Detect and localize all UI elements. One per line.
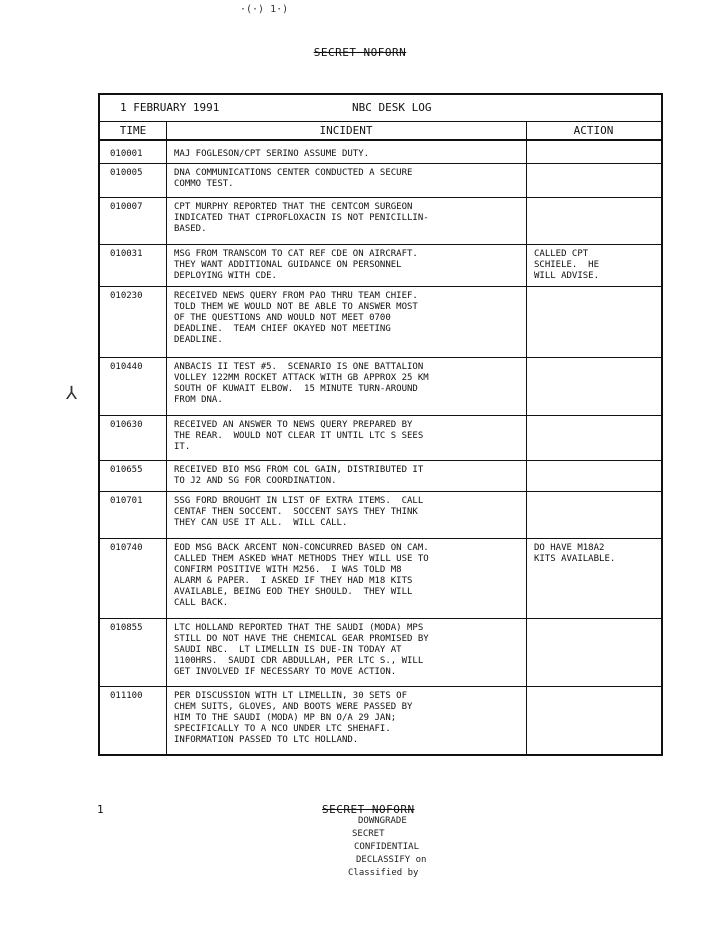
log-time: 010440 (110, 362, 143, 372)
column-header-row (100, 121, 661, 141)
log-row (100, 619, 661, 687)
log-time: 011100 (110, 691, 143, 701)
log-row (100, 687, 661, 755)
declassification-stamp (340, 815, 660, 880)
log-row (100, 245, 661, 287)
log-time: 010740 (110, 543, 143, 553)
log-incident: CPT MURPHY REPORTED THAT THE CENTCOM SURGEON INDICATED THAT CIPROFLOXACIN IS NOT PENICILLIN- BASED. (174, 202, 429, 234)
log-title: NBC DESK LOG (352, 101, 432, 114)
stamp-line: Classified by (348, 868, 419, 878)
classification-text: SECRET NOFORN (313, 46, 407, 59)
column-header-action: ACTION (573, 124, 614, 137)
log-row (100, 287, 661, 358)
page-number: 1 (97, 803, 104, 816)
top-scan-marks: ·(·) 1·) (240, 4, 289, 15)
log-time: 010701 (110, 496, 143, 506)
stamp-line: CONFIDENTIAL (354, 842, 420, 852)
log-action: DO HAVE M18A2 KITS AVAILABLE. (534, 543, 616, 564)
classification-text: SECRET NOFORN (322, 803, 415, 816)
log-time: 010001 (110, 149, 143, 159)
log-time: 010005 (110, 168, 143, 178)
log-time: 010230 (110, 291, 143, 301)
log-time: 010630 (110, 420, 143, 430)
log-row (100, 198, 661, 245)
log-row (100, 145, 661, 164)
margin-mark: ⅄ (66, 383, 77, 404)
log-incident: RECEIVED AN ANSWER TO NEWS QUERY PREPARED BY THE REAR. WOULD NOT CLEAR IT UNTIL LTC S SEES IT. (174, 420, 424, 452)
log-incident: SSG FORD BROUGHT IN LIST OF EXTRA ITEMS. CALL CENTAF THEN SOCCENT. SOCCENT SAYS THEY THINK THEY CAN USE IT ALL. WILL CALL. (174, 496, 424, 528)
log-incident: RECEIVED BIO MSG FROM COL GAIN, DISTRIBUTED IT TO J2 AND SG FOR COORDINATION. (174, 465, 424, 486)
log-date: 1 FEBRUARY 1991 (120, 101, 220, 114)
log-row (100, 461, 661, 492)
stamp-line: DOWNGRADE (358, 816, 407, 826)
column-header-incident: INCIDENT (319, 124, 373, 137)
column-header-time: TIME (119, 124, 147, 137)
log-time: 010031 (110, 249, 143, 259)
log-incident: LTC HOLLAND REPORTED THAT THE SAUDI (MODA) MPS STILL DO NOT HAVE THE CHEMICAL GEAR PROMISED BY SAUDI NBC. LT LIMELLIN IS DUE-IN TODAY AT 1100HRS. SAUDI CDR ABDULLAH, PER LTC S., WILL GET INVOLVED IF NECESSARY TO MOVE ACTION. (174, 623, 429, 677)
log-row (100, 492, 661, 539)
log-incident: MAJ FOGLESON/CPT SERINO ASSUME DUTY. (174, 149, 370, 159)
log-time: 010655 (110, 465, 143, 475)
log-time: 010855 (110, 623, 143, 633)
log-incident: DNA COMMUNICATIONS CENTER CONDUCTED A SECURE COMMO TEST. (174, 168, 413, 189)
log-incident: ANBACIS II TEST #5. SCENARIO IS ONE BATTALION VOLLEY 122MM ROCKET ATTACK WITH GB APPROX 25 KM SOUTH OF KUWAIT ELBOW. 15 MINUTE TURN-AROUND FROM DNA. (174, 362, 429, 405)
log-action: CALLED CPT SCHIELE. HE WILL ADVISE. (534, 249, 600, 281)
log-row (100, 164, 661, 198)
log-time: 010007 (110, 202, 143, 212)
log-incident: MSG FROM TRANSCOM TO CAT REF CDE ON AIRCRAFT. THEY WANT ADDITIONAL GUIDANCE ON PERSONNEL DEPLOYING WITH CDE. (174, 249, 418, 281)
stamp-line: DECLASSIFY on (356, 855, 427, 865)
log-row (100, 416, 661, 461)
stamp-line: SECRET (352, 829, 385, 839)
log-incident: EOD MSG BACK ARCENT NON-CONCURRED BASED ON CAM. CALLED THEM ASKED WHAT METHODS THEY WILL USE TO CONFIRM POSITIVE WITH M256. I WAS TOLD M8 ALARM & PAPER. I ASKED IF THEY HAD M18 KITS AVAILABLE, BEING EOD THEY SHOULD. THEY WILL CALL BACK. (174, 543, 429, 608)
log-incident: PER DISCUSSION WITH LT LIMELLIN, 30 SETS OF CHEM SUITS, GLOVES, AND BOOTS WERE PASSED BY HIM TO THE SAUDI (MODA) MP BN O/A 29 JAN; SPECIFICALLY TO A NCO UNDER LTC SHEHAFI. INFORMATION PASSED TO LTC HOLLAND. (174, 691, 413, 745)
classification-header (0, 46, 720, 59)
log-row (100, 539, 661, 619)
log-incident: RECEIVED NEWS QUERY FROM PAO THRU TEAM CHIEF. TOLD THEM WE WOULD NOT BE ABLE TO ANSWER MOST OF THE QUESTIONS AND WOULD NOT MEET 0700 DEADLINE. TEAM CHIEF OKAYED NOT MEETING DEADLINE. (174, 291, 418, 345)
log-title-row (100, 95, 661, 122)
log-row (100, 358, 661, 416)
nbc-desk-log-table (98, 93, 663, 756)
